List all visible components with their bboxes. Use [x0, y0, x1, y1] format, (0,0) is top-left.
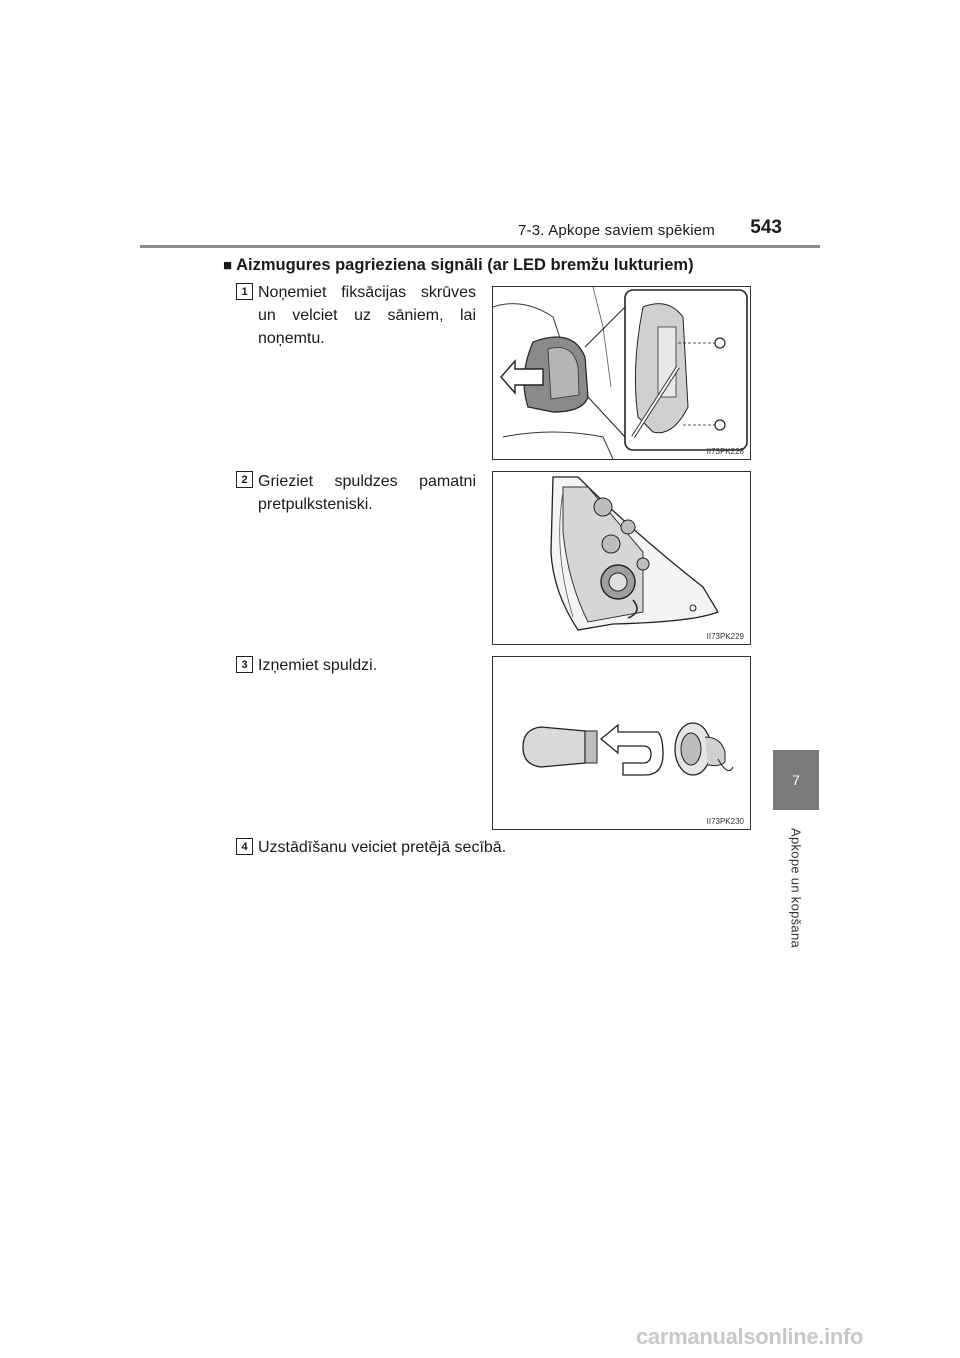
chapter-tab [773, 750, 819, 810]
step-number-badge: 1 [236, 283, 253, 300]
heading-bullet-icon: ■ [223, 257, 233, 274]
figure-remove-bulb [492, 656, 751, 830]
figure-code: II73PK229 [706, 632, 744, 641]
step-2-text: Grieziet spuldzes pamatni pretpulksteniski. [258, 473, 476, 513]
bulb-removal-illustration [493, 657, 750, 829]
watermark: carmanualsonline.info [636, 1324, 864, 1349]
lamp-rear-illustration [493, 472, 750, 644]
header-divider [140, 245, 820, 248]
chapter-label: Apkope un kopšana [788, 827, 804, 949]
figure-code: II73PK230 [706, 817, 744, 826]
chapter-number: 7 [792, 772, 800, 788]
running-header-title: 7-3. Apkope saviem spēkiem [518, 222, 715, 239]
chapter-label-container [773, 818, 819, 958]
step-3-text: Izņemiet spuldzi. [258, 657, 378, 674]
figure-rotate-socket [492, 471, 751, 645]
page-number: 543 [750, 217, 782, 238]
figure-code: II73PK228 [706, 447, 744, 456]
step-4-text: Uzstādīšanu veiciet pretējā secībā. [258, 839, 507, 856]
section-heading-text: Aizmugures pagrieziena signāli (ar LED bremžu lukturiem) [236, 256, 694, 274]
step-number-badge: 3 [236, 656, 253, 673]
step-number-badge: 2 [236, 471, 253, 488]
step-number-badge: 4 [236, 838, 253, 855]
figure-remove-lamp [492, 286, 751, 460]
lamp-removal-illustration [493, 287, 750, 459]
step-1-text: Noņemiet fiksācijas skrūves un velciet uz sāniem, lai noņemtu. [258, 284, 476, 347]
section-heading [223, 256, 783, 275]
